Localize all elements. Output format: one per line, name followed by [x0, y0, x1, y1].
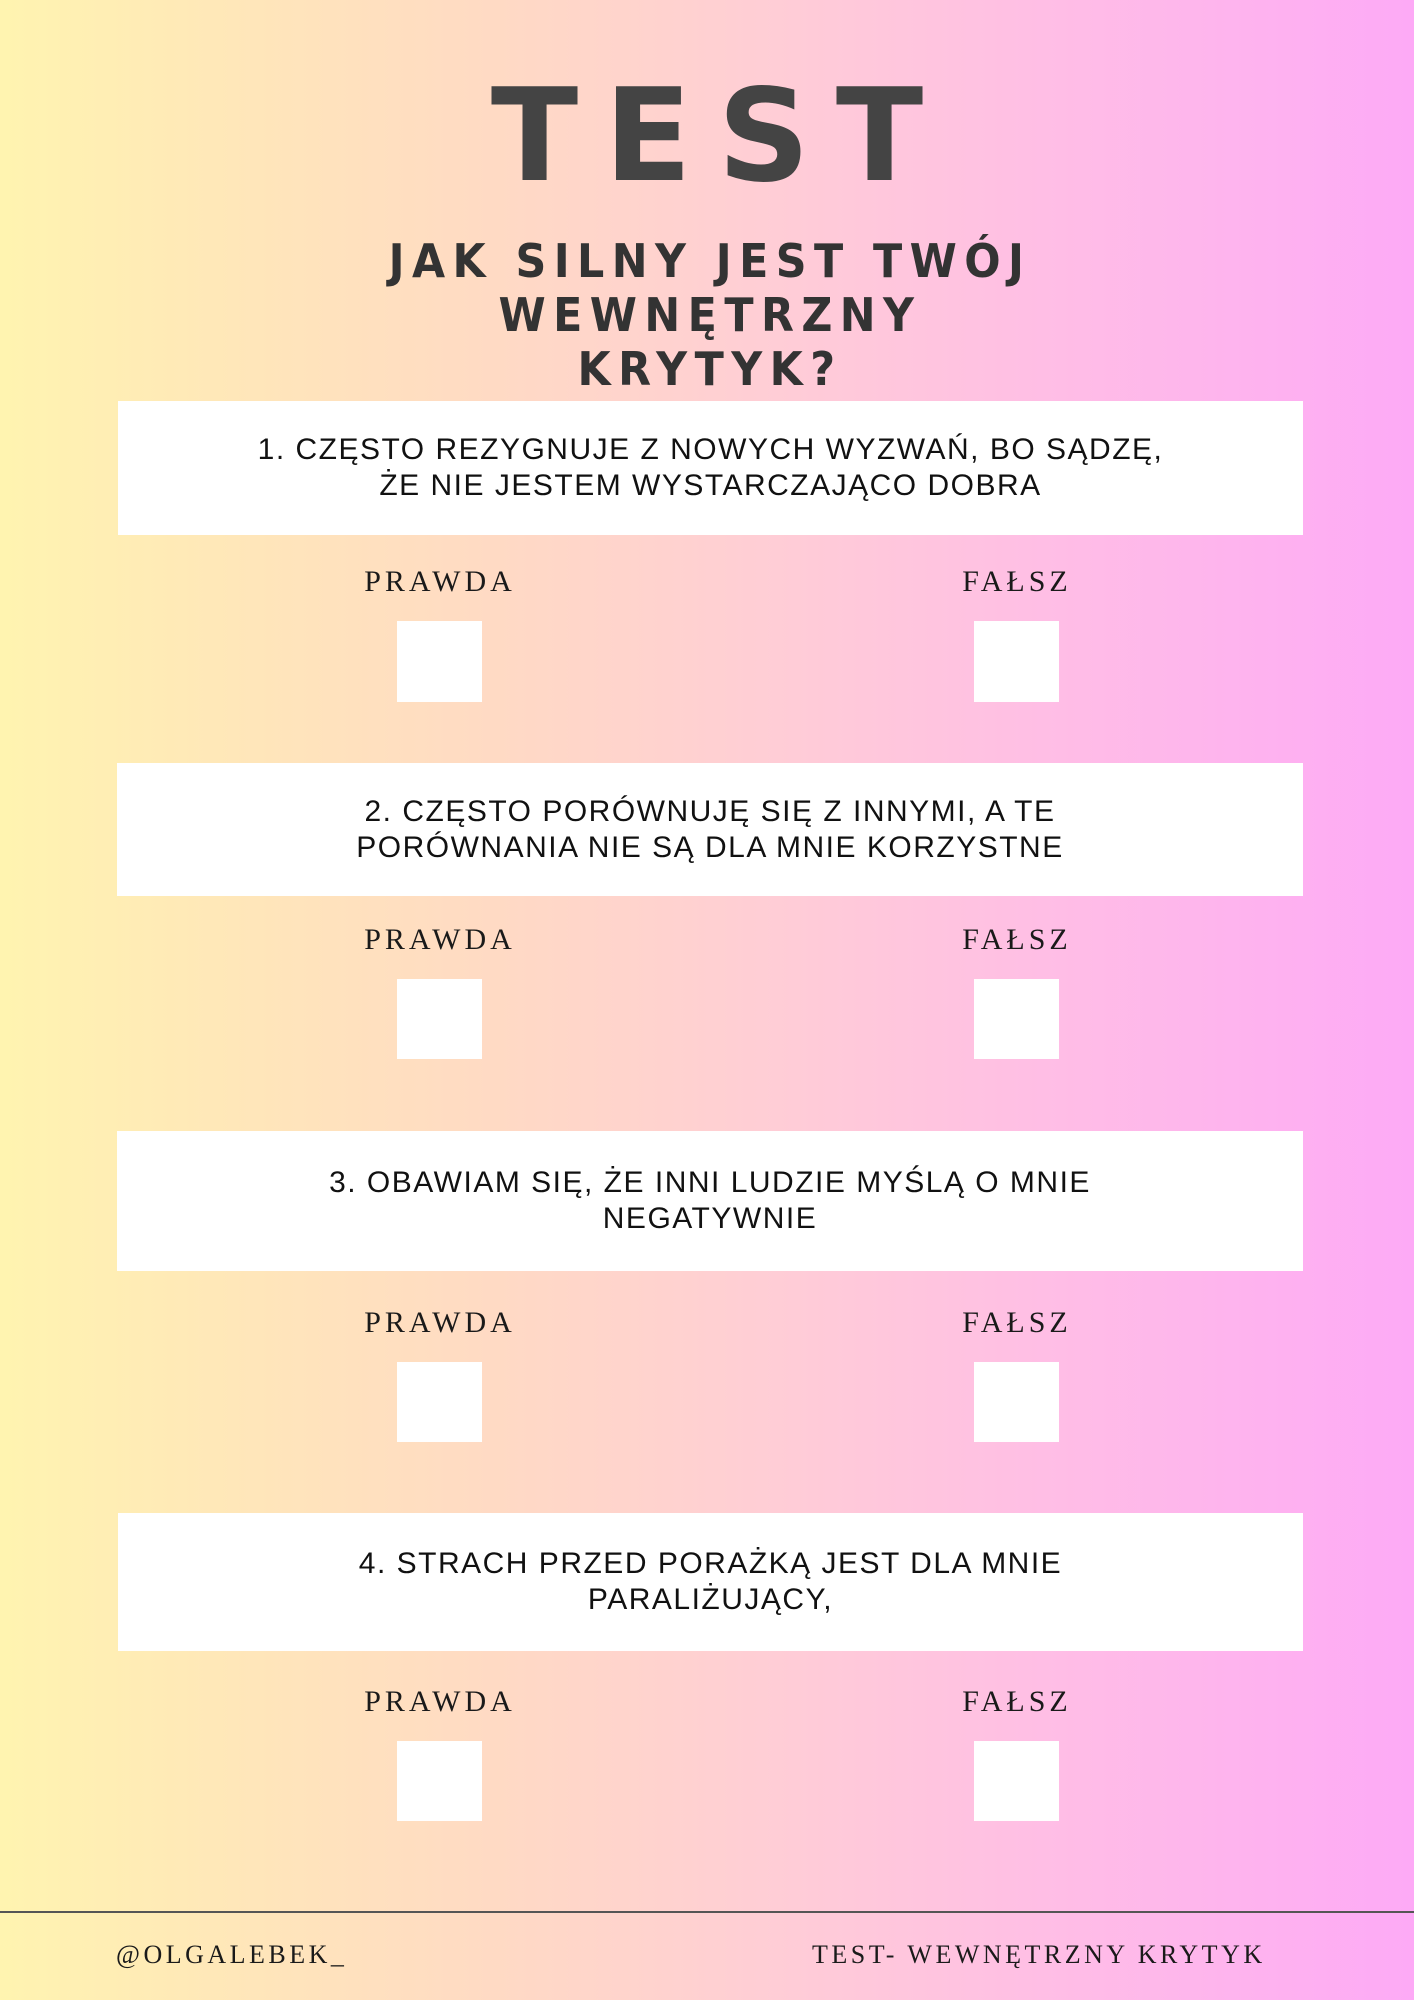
question-4-false-label: FAŁSZ	[962, 1685, 1072, 1718]
question-3-text	[260, 1165, 1160, 1237]
question-1-false-checkbox[interactable]	[974, 621, 1059, 702]
question-1-true-label: PRAWDA	[364, 565, 516, 598]
question-4-box	[118, 1513, 1303, 1651]
question-2-line-1: 2. CZĘSTO PORÓWNUJĘ SIĘ Z INNYMI, A TE	[364, 794, 1056, 828]
footer-handle: @OLGALEBEK_	[116, 1940, 348, 1969]
question-4-true-label: PRAWDA	[364, 1685, 516, 1718]
question-1-text	[211, 432, 1211, 504]
question-1-true-checkbox[interactable]	[397, 621, 482, 702]
question-3-line-1: 3. OBAWIAM SIĘ, ŻE INNI LUDZIE MYŚLĄ O MNIE	[329, 1166, 1091, 1199]
question-3-false-checkbox[interactable]	[974, 1362, 1059, 1442]
question-1-line-2: ŻE NIE JESTEM WYSTARCZAJĄCO DOBRA	[379, 469, 1042, 502]
question-3-line-2: NEGATYWNIE	[602, 1202, 818, 1235]
question-1-line-1: 1. CZĘSTO REZYGNUJE Z NOWYCH WYZWAŃ, BO SĄDZĘ,	[257, 433, 1164, 466]
question-2-true-label: PRAWDA	[364, 923, 516, 956]
page-subtitle	[180, 234, 1240, 396]
question-4-line-1: 4. STRACH PRZED PORAŻKĄ JEST DLA MNIE	[358, 1547, 1063, 1580]
footer-divider	[0, 1911, 1414, 1913]
subtitle-line-2: KRYTYK?	[577, 342, 843, 396]
question-4-false-checkbox[interactable]	[974, 1741, 1059, 1821]
question-3-false-label: FAŁSZ	[962, 1306, 1072, 1339]
question-1-false-label: FAŁSZ	[962, 565, 1072, 598]
question-2-text	[260, 794, 1160, 866]
subtitle-line-1: JAK SILNY JEST TWÓJ WEWNĘTRZNY	[388, 234, 1032, 342]
question-2-false-label: FAŁSZ	[962, 923, 1072, 956]
question-2-false-checkbox[interactable]	[974, 979, 1059, 1059]
question-4-text	[261, 1546, 1161, 1618]
question-2-box	[117, 763, 1303, 896]
question-3-true-label: PRAWDA	[364, 1306, 516, 1339]
question-2-true-checkbox[interactable]	[397, 979, 482, 1059]
page-title: TEST	[490, 62, 950, 211]
question-4-true-checkbox[interactable]	[397, 1741, 482, 1821]
question-1-box	[118, 401, 1303, 535]
question-4-line-2: PARALIŻUJĄCY,	[587, 1583, 834, 1616]
question-3-box	[117, 1131, 1303, 1271]
question-3-true-checkbox[interactable]	[397, 1362, 482, 1442]
question-2-line-2: PORÓWNANIA NIE SĄ DLA MNIE KORZYSTNE	[356, 830, 1064, 864]
footer-caption: TEST- WEWNĘTRZNY KRYTYK	[812, 1940, 1266, 1969]
